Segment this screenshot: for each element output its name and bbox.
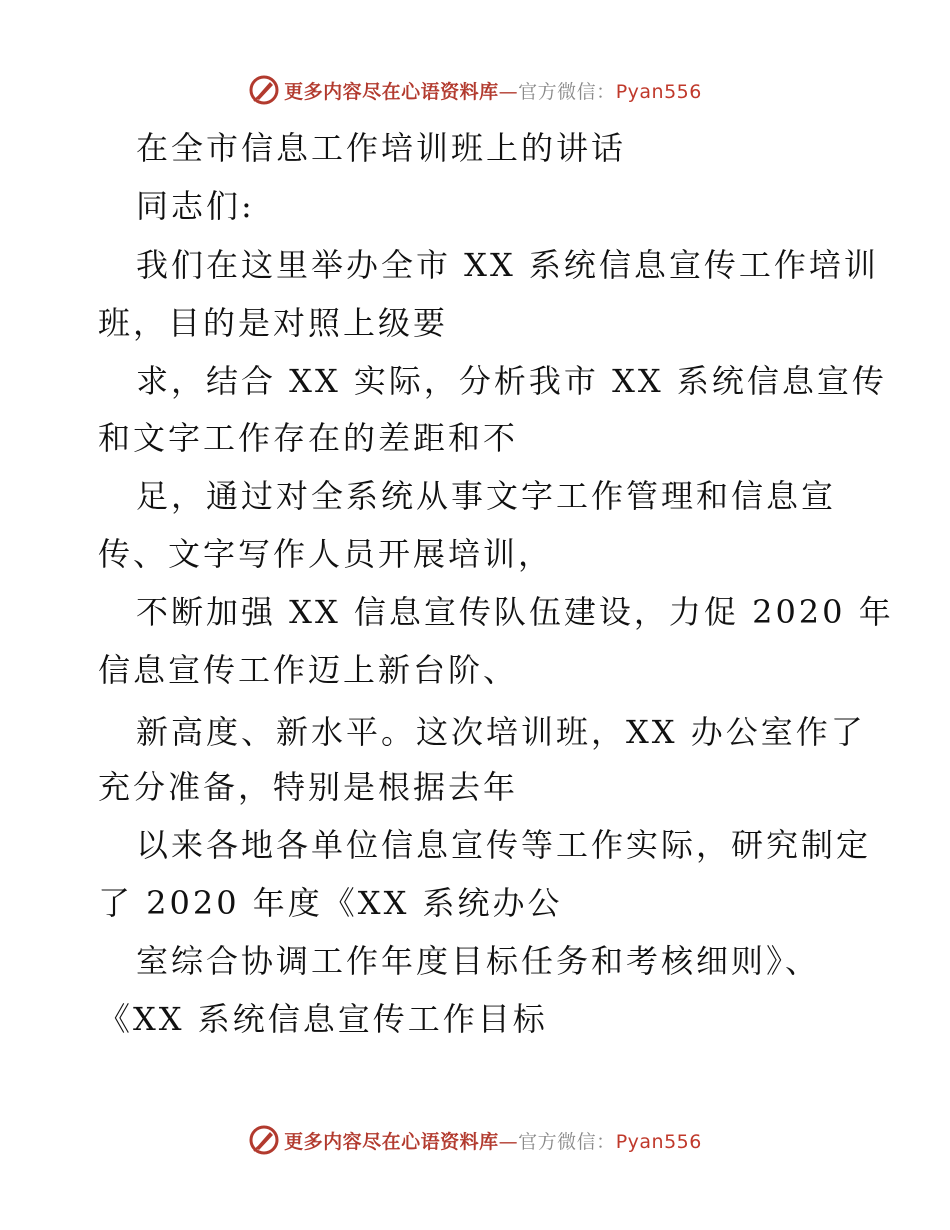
- paragraph-line: 和文字工作存在的差距和不: [98, 419, 519, 457]
- paragraph-line: 《XX 系统信息宣传工作目标: [98, 1000, 548, 1038]
- paragraph-line: 室综合协调工作年度目标任务和考核细则》、: [136, 942, 821, 980]
- paragraph-line: 我们在这里举办全市 XX 系统信息宣传工作培训: [136, 246, 879, 284]
- paragraph-line: 充分准备，特别是根据去年: [98, 768, 519, 806]
- footer-watermark: [0, 1122, 950, 1158]
- watermark-wechat-id: Pyan556: [615, 80, 702, 103]
- paragraph-line: 不断加强 XX 信息宣传队伍建设，力促 2020 年: [136, 593, 894, 631]
- watermark-label: 官方微信：: [518, 1130, 616, 1153]
- watermark-separator: —: [498, 1130, 519, 1153]
- paragraph-line: 班，目的是对照上级要: [98, 304, 449, 342]
- paragraph-line: 信息宣传工作迈上新台阶、: [98, 651, 519, 689]
- watermark-separator: —: [498, 80, 519, 103]
- salutation: 同志们:: [136, 187, 255, 225]
- header-watermark: [0, 72, 950, 108]
- document-title: 在全市信息工作培训班上的讲话: [136, 129, 627, 167]
- paragraph-line: 求，结合 XX 实际，分析我市 XX 系统信息宣传: [136, 362, 887, 400]
- paragraph-line: 以来各地各单位信息宣传等工作实际，研究制定: [136, 826, 872, 864]
- watermark-label: 官方微信：: [518, 80, 616, 103]
- paragraph-line: 新高度、新水平。这次培训班，XX 办公室作了: [136, 713, 866, 751]
- paragraph-line: 足，通过对全系统从事文字工作管理和信息宣: [136, 477, 837, 515]
- quill-logo-icon: [248, 1124, 280, 1156]
- quill-logo-icon: [248, 74, 280, 106]
- watermark-main-text: 更多内容尽在心语资料库: [284, 1130, 499, 1153]
- watermark-main-text: 更多内容尽在心语资料库: [284, 80, 499, 103]
- watermark-wechat-id: Pyan556: [615, 1130, 702, 1153]
- paragraph-line: 传、文字写作人员开展培训，: [98, 535, 554, 573]
- paragraph-line: 了 2020 年度《XX 系统办公: [98, 884, 563, 922]
